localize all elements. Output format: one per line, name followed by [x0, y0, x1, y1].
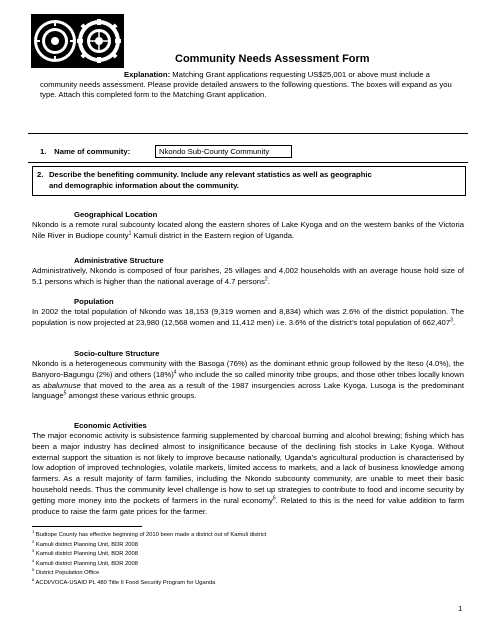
- footnote-5-num: 5: [32, 567, 35, 573]
- page-title: Community Needs Assessment Form: [175, 53, 370, 65]
- footnote-ref-4: 4: [173, 369, 177, 376]
- footnote-4-num: 4: [32, 557, 35, 563]
- footnote-5: [32, 569, 462, 579]
- heading-socio-culture-structure: Socio-culture Structure: [74, 349, 160, 358]
- heading-administrative-structure: Administrative Structure: [74, 256, 164, 265]
- divider-q1: [28, 162, 468, 163]
- pop-text-b: .: [452, 317, 456, 327]
- paragraph-socio-culture-structure: [32, 359, 464, 402]
- explanation-text: Matching Grant applications requesting US$25,001 or above must include a community needs assessment. Please provide detailed answers to the following questions. The boxes will expand as you type. Attach this completed form to the Matching Grant application.: [40, 70, 452, 100]
- footnote-1-num: 1: [32, 529, 35, 535]
- footnote-2-num: 2: [32, 538, 35, 544]
- question-1-label: Name of community:: [54, 147, 131, 156]
- footnote-4-text: Kamuli district Planning Unit, BDR 2008: [34, 560, 138, 567]
- footnote-1: [32, 531, 462, 541]
- logo-graphic: [31, 14, 124, 68]
- page-number: 1: [458, 604, 463, 613]
- explanation-label: Explanation:: [124, 70, 171, 79]
- geo-text-a: Nkondo is a remote rural subcounty located along the eastern shores of Lake Kyoga and on the western banks of the Victoria Nile River in Budiope county: [32, 220, 464, 240]
- footnote-6-num: 6: [32, 577, 35, 583]
- footnote-ref-2: 2: [264, 276, 268, 283]
- footnote-6: [32, 579, 462, 589]
- question-2-line2: and demographic information about the community.: [49, 180, 239, 190]
- divider-top: [28, 133, 468, 134]
- pop-text-a: In 2002 the total population of Nkondo was 18,153 (9,319 women and 8,834) which was 2.6% of the district population. The population is now projected at 23,980 (12,568 women and 11,412 men) i.e. 3.6% of the district’s total population of 662,407: [32, 307, 464, 327]
- footnote-ref-3: 3: [450, 317, 453, 324]
- socio-italic-term: abalumuse: [43, 380, 81, 390]
- footnote-separator: [32, 526, 142, 527]
- community-name-field[interactable]: Nkondo Sub-County Community: [155, 145, 292, 158]
- footnote-3-num: 3: [32, 548, 35, 554]
- explanation-block: [40, 70, 465, 101]
- footnote-ref-6: 6: [272, 495, 276, 502]
- footnote-2-text: Kamuli district Planning Unit, BDR 2008: [34, 541, 138, 548]
- paragraph-administrative-structure: [32, 266, 464, 288]
- footnote-3: [32, 550, 462, 560]
- footnote-3-text: Kamuli district Planning Unit, BDR 2008: [34, 551, 138, 558]
- econ-text-a: The major economic activity is subsistence farming supplemented by charcoal burning and alcohol brewing; fishing which has been a major industry has declined almost to insignificance because of the declining fish stocks in Lake Kyoga. Without external support the situation is not likely to improve because nationally, Uganda’s agricultural production is characterised by low adoption of improved technologies, volatile markets, limited access to markets, and a lack of business knowledge among farmers. As a result majority of farm families, including the Nkondo subcounty community, are unable to meet their basic household needs. Thus the community level challenge is how to set up strategies to contribute to food and income security by getting more money into the pockets of farmers in the rural economy: [32, 431, 464, 505]
- footnotes: [32, 531, 462, 589]
- paragraph-economic-activities: [32, 431, 464, 517]
- heading-population: Population: [74, 297, 114, 306]
- question-2-line1: Describe the benefiting community. Include any relevant statistics as well as geographic: [49, 170, 372, 179]
- econ-text-b: . Related to this is the need for value addition to farm produce to raise the farm gate prices for the farmer.: [32, 495, 465, 516]
- heading-economic-activities: Economic Activities: [74, 421, 147, 430]
- footnote-2: [32, 538, 462, 554]
- heading-geographical-location: Geographical Location: [74, 210, 158, 219]
- socio-text-b: who include the so called minority tribe groups, and those other tribes locally known as: [32, 369, 464, 390]
- rotary-logos-icon: [31, 14, 124, 68]
- footnote-ref-1: 1: [128, 230, 132, 237]
- question-1: [40, 147, 130, 156]
- admin-text-b: .: [267, 276, 270, 286]
- socio-text-d: amongst these various ethnic groups.: [66, 391, 197, 401]
- footnote-1-text: Budiope County has effective beginning of 2010 been made a district out of Kamuli district: [34, 532, 267, 538]
- paragraph-geographical-location: [32, 220, 464, 242]
- geo-text-b: Kamuli district in the Eastern region of Uganda.: [131, 230, 295, 240]
- footnote-ref-5: 5: [63, 390, 67, 397]
- footnote-4: [32, 557, 462, 573]
- footnote-6-text: ACDI/VOCA-USAID PL 480 Title II Food Security Program for Uganda: [34, 579, 216, 586]
- admin-text-a: Administratively, Nkondo is composed of four parishes, 25 villages and 4,002 households with an average house hold size of 5.1 persons which is higher than the national average of 4.7 persons: [32, 266, 464, 286]
- paragraph-population: [32, 307, 464, 329]
- question-2-number: 2.: [37, 170, 44, 179]
- footnote-5-text: District Population Office: [34, 570, 100, 577]
- socio-text-a: Nkondo is a heterogeneous community with the Basoga (76%) as the dominant ethnic group followed by the Iteso (4.0%), the Banyoro-Bagungu (2%) and others (18%): [32, 359, 464, 379]
- question-2: [37, 170, 447, 191]
- question-1-number: 1.: [40, 147, 47, 156]
- socio-text-c: that moved to the area as a result of the 1987 insurgencies across Lake Kyoga. Lusoga is the predominant language: [32, 380, 464, 401]
